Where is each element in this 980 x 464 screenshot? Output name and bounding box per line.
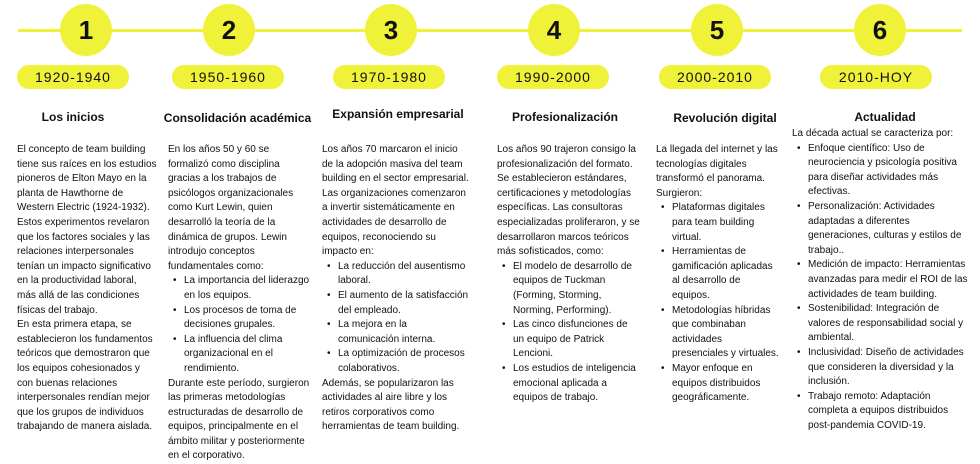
col5-intro-1: La llegada del internet y las tecnologías digitales transformó el panorama.	[656, 143, 780, 187]
col3-bullet-list	[322, 260, 470, 377]
column-2-text	[168, 143, 310, 464]
col6-bullet-list	[792, 142, 972, 434]
step-circle-5: 5	[691, 4, 743, 56]
column-5-text	[656, 143, 780, 406]
column-6-text	[792, 127, 972, 433]
title-4: Profesionalización	[485, 110, 645, 124]
title-6: Actualidad	[805, 110, 965, 124]
col3-bullet: • La reducción del ausentismo laboral.	[338, 260, 470, 289]
col5-bullet: • Plataformas digitales para team building virtual.	[672, 201, 780, 245]
col2-bullet-list	[168, 274, 310, 376]
col5-bullet: • Metodologías híbridas que combinaban actividades presenciales y virtuales.	[672, 304, 780, 362]
column-4-text	[497, 143, 641, 406]
step-circle-2: 2	[203, 4, 255, 56]
col3-intro-2: Las organizaciones comenzaron a invertir sistemáticamente en actividades de desarrollo de equipos, reconociendo su impacto en:	[322, 187, 470, 260]
col6-bullet: • Personalización: Actividades adaptadas a diferentes generaciones, culturas y estilos de trabajo..	[808, 200, 972, 258]
col3-bullet: • El aumento de la satisfacción del empleado.	[338, 289, 470, 318]
period-pill-4: 1990-2000	[497, 65, 609, 89]
col4-intro-2: Se establecieron estándares, certificaciones y metodologías específicas. Las consultoras especializadas proliferaron, y se desarrollaron marcos teóricos más sofisticados, como:	[497, 172, 641, 260]
title-5: Revolución digital	[645, 111, 805, 125]
column-1-text	[17, 143, 157, 435]
step-circle-1: 1	[60, 4, 112, 56]
col5-bullet: • Herramientas de gamificación aplicadas al desarrollo de equipos.	[672, 245, 780, 303]
period-pill-6: 2010-HOY	[820, 65, 932, 89]
col2-intro: En los años 50 y 60 se formalizó como disciplina gracias a los trabajos de psicólogos organizacionales como Kurt Lewin, quien desarrolló la teoría de la dinámica de grupos. Lewin introdujo conceptos fundamentales como:	[168, 143, 310, 274]
period-pill-3: 1970-1980	[333, 65, 445, 89]
title-3: Expansión empresarial	[318, 107, 478, 121]
col4-bullet: • Los estudios de inteligencia emocional aplicada a equipos de trabajo.	[513, 362, 641, 406]
step-circle-6: 6	[854, 4, 906, 56]
col4-intro-1: Los años 90 trajeron consigo la profesionalización del formato.	[497, 143, 641, 172]
timeline-line	[18, 29, 962, 32]
col5-bullet: • Mayor enfoque en equipos distribuidos geográficamente.	[672, 362, 780, 406]
col2-outro: Durante este período, surgieron las primeras metodologías estructuradas de desarrollo de equipos, principalmente en el ámbito militar y posteriormente en el corporativo.	[168, 377, 310, 464]
period-pill-1: 1920-1940	[17, 65, 129, 89]
col1-paragraph-2: En esta primera etapa, se establecieron los fundamentos teóricos que demostraron que los equipos cohesionados y con buenas relaciones interpersonales rendían mejor que los grupos de individuos trabajando de manera aislada.	[17, 318, 157, 435]
col3-bullet: • La mejora en la comunicación interna.	[338, 318, 470, 347]
column-3-text	[322, 143, 470, 435]
col3-bullet: • La optimización de procesos colaborativos.	[338, 347, 470, 376]
step-circle-4: 4	[528, 4, 580, 56]
col6-bullet: • Enfoque científico: Uso de neurociencia y psicología positiva para diseñar actividades más efectivas.	[808, 142, 972, 200]
title-1: Los inicios	[17, 110, 129, 124]
col3-outro: Además, se popularizaron las actividades al aire libre y los retiros corporativos como herramientas de team building.	[322, 377, 470, 435]
col6-bullet: • Trabajo remoto: Adaptación completa a equipos distribuidos post-pandemia COVID-19.	[808, 390, 972, 434]
col6-bullet: • Medición de impacto: Herramientas avanzadas para medir el ROI de las actividades de team building.	[808, 258, 972, 302]
col1-paragraph-1: El concepto de team building tiene sus raíces en los estudios pioneros de Elton Mayo en la planta de Hawthorne de Western Electric (1924-1932). Estos experimentos revelaron que los factores sociales y las relaciones interpersonales tenían un impacto significativo en la productividad laboral, más allá de las condiciones físicas del trabajo.	[17, 143, 157, 318]
col4-bullet: • El modelo de desarrollo de equipos de Tuckman (Forming, Storming, Norming, Performing).	[513, 260, 641, 318]
col5-bullet-list	[656, 201, 780, 405]
col4-bullet-list	[497, 260, 641, 406]
step-circle-3: 3	[365, 4, 417, 56]
col5-intro-2: Surgieron:	[656, 187, 780, 202]
col4-bullet: • Las cinco disfunciones de un equipo de Patrick Lencioni.	[513, 318, 641, 362]
col3-intro-1: Los años 70 marcaron el inicio de la adopción masiva del team building en el sector empresarial.	[322, 143, 470, 187]
col6-bullet: • Inclusividad: Diseño de actividades que consideren la diversidad y la inclusión.	[808, 346, 972, 390]
title-2: Consolidación académica	[160, 111, 315, 125]
col6-intro: La década actual se caracteriza por:	[792, 127, 972, 142]
period-pill-2: 1950-1960	[172, 65, 284, 89]
col2-bullet: • Los procesos de toma de decisiones grupales.	[184, 304, 310, 333]
col2-bullet: • La influencia del clima organizacional en el rendimiento.	[184, 333, 310, 377]
col6-bullet: • Sostenibilidad: Integración de valores de responsabilidad social y ambiental.	[808, 302, 972, 346]
period-pill-5: 2000-2010	[659, 65, 771, 89]
col2-bullet: • La importancia del liderazgo en los equipos.	[184, 274, 310, 303]
